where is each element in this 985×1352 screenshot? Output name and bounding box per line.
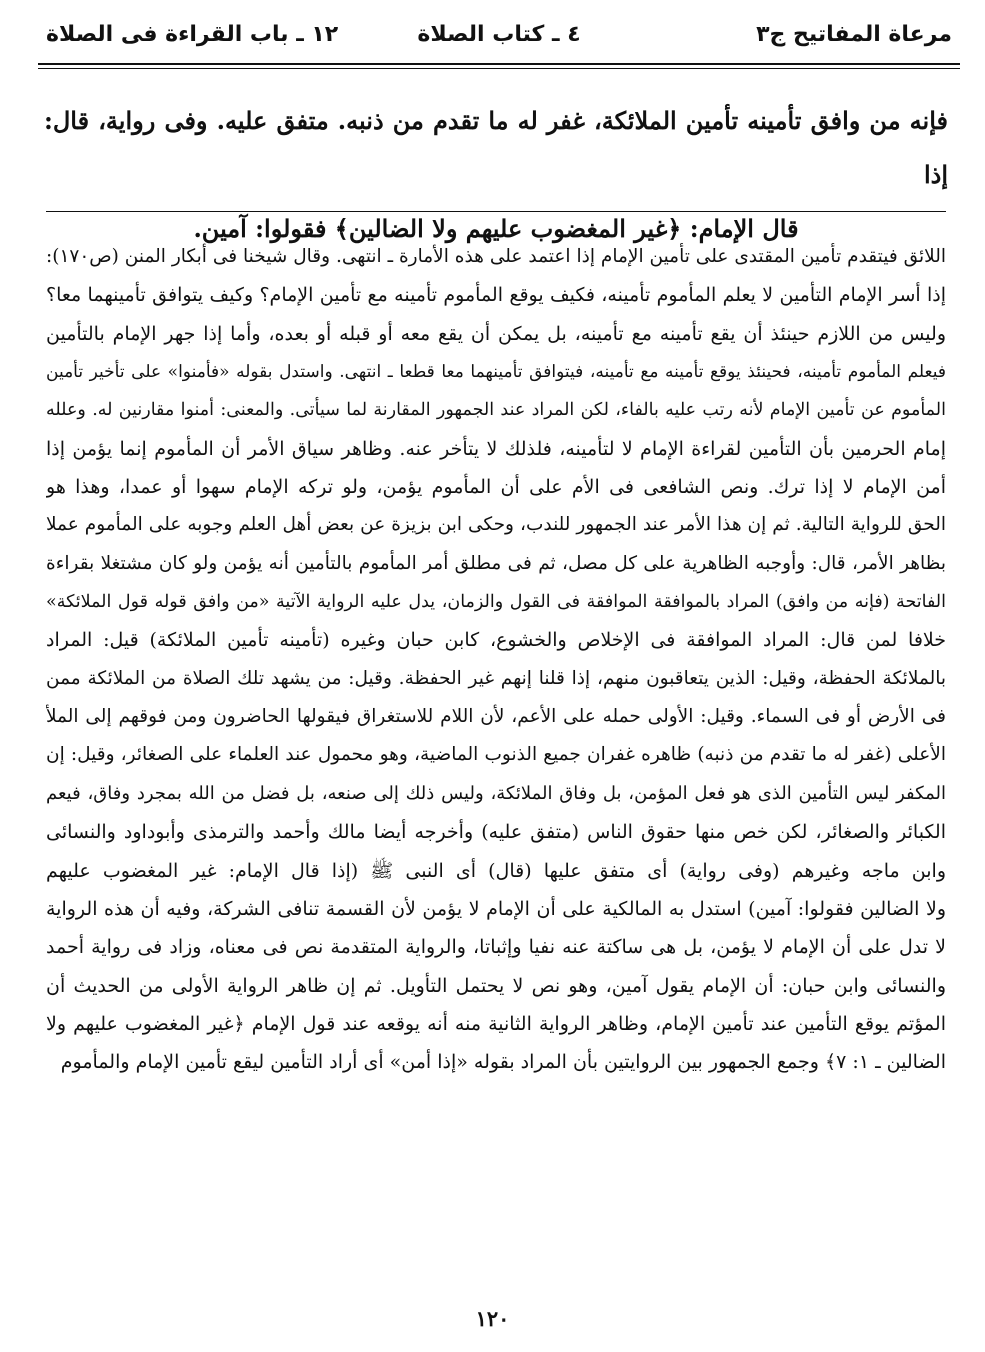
commentary-text xyxy=(46,238,946,1082)
hadith-line: فإنه من وافق تأمينه تأمين الملائكة، غفر له ما تقدم من ذنبه. متفق عليه. وفى رواية، قال: إذا xyxy=(44,106,948,189)
commentary-line: فى الأرض أو فى السماء. وقيل: الأولى حمله على الأعم، لأن اللام للاستغراق فيقولها الحاضرون ومن فوقهم إلى الملأ xyxy=(46,706,946,728)
commentary-line: بالملائكة الحفظة، وقيل: الذين يتعاقبون منهم، إذا قلنا إنهم غير الحفظة. وقيل: من يشهد تلك الصلاة من الملائكة ممن xyxy=(46,667,946,689)
commentary-line: المكفر ليس التأمين الذى هو فعل المؤمن، بل وفاق الملائكة، وليس ذلك إلى صنعه، بل فضل من الله بمجرد وفاق، فيعم xyxy=(46,782,946,804)
commentary-line: لا تدل على أن الإمام لا يؤمن، بل هى ساكتة عنه نفيا وإثباتا، والرواية المتقدمة نص فى معناه، وزاد فى رواية أحمد xyxy=(46,936,946,959)
commentary-line: والنسائى وابن حبان: أن الإمام يقول آمين، وهو نص لا يحتمل التأويل. ثم إن ظاهر الرواية الأولى من الحديث أن xyxy=(46,974,946,997)
commentary-line: ولا الضالين فقولوا: آمين) استدل به المالكية على أن الإمام لا يؤمن لأن القسمة تنافى الشركة، وفيه أن هذه الرواية xyxy=(46,897,946,920)
commentary-line: إمام الحرمين بأن التأمين لقراءة الإمام لا لتأمينه، فلذلك لا يتأخر عنه. وظاهر سياق الأمر أن المأموم إنما يؤمن إذا xyxy=(46,437,946,460)
commentary-line: فيعلم المأموم تأمينه، فحينئذ يوقع تأمينه مع تأمينه، فيتوافق تأمينهما معا قطعا ـ انتهى. واستدل بقوله «فأمنوا» على تأخير تأمين xyxy=(46,362,946,383)
commentary-line: الضالين ـ ١: ٧﴾ وجمع الجمهور بين الروايتين بأن المراد بقوله «إذا أمن» أى أراد التأمين ليقع تأمين الإمام والمأموم xyxy=(60,1051,946,1074)
commentary-line: المؤتم يوقع التأمين عند تأمين الإمام، وظاهر الرواية الثانية منه أنه يوقعه عند قول الإمام ﴿غير المغضوب عليهم ولا xyxy=(46,1012,946,1035)
commentary-line: أمن الإمام لا إذا ترك. ونص الشافعى فى الأم على أن المأموم يؤمن، ولو تركه الإمام سهوا أو عمدا، وهذا هو xyxy=(46,476,946,499)
header-kitab: ٤ ـ كتاب الصلاة xyxy=(417,22,581,47)
hadith-line: قال الإمام: ﴿غير المغضوب عليهم ولا الضالين﴾ فقولوا: آمين. xyxy=(193,214,799,243)
header-bab: ١٢ ـ باب القراءة فى الصلاة xyxy=(46,22,339,47)
commentary-line: المأموم عن تأمين الإمام لأنه رتب عليه بالفاء، لكن المراد عند الجمهور المقارنة لما سيأتى. والمعنى: أمنوا مقارنين له. وعلله xyxy=(46,400,946,421)
page-number: ١٢٠ xyxy=(475,1306,510,1331)
commentary-line: وابن ماجه وغيرهم (وفى رواية) أى متفق عليها (قال) أى النبى ﷺ (إذا قال الإمام: غير المغضوب عليهم xyxy=(46,859,946,882)
commentary-line: الحق للرواية التالية. ثم إن هذا الأمر عند الجمهور للندب، وحكى ابن بزيزة عن بعض أهل العلم وجوبه على المأموم عملا xyxy=(46,514,946,536)
section-divider xyxy=(46,211,946,212)
header-book-title: مرعاة المفاتيح ج٣ xyxy=(756,22,952,47)
commentary-line: اللائق فيتقدم تأمين المقتدى على تأمين الإمام إذا اعتمد على هذه الأمارة ـ انتهى. وقال شيخنا فى أبكار المنن (ص١٧٠): xyxy=(46,246,946,267)
commentary-line: وليس من اللازم حينئذ أن يقع تأمينه مع تأمينه، بل يمكن أن يقع معه أو قبله أو بعده، وأما إذا جهر الإمام بالتأمين xyxy=(46,322,946,345)
hadith-text xyxy=(44,94,948,256)
commentary-line: الكبائر والصغائر، لكن خص منها حقوق الناس (متفق عليه) وأخرجه أيضا مالك وأحمد والترمذى وأبوداود والنسائى xyxy=(46,821,946,844)
commentary-line: إذا أسر الإمام التأمين لا يعلم المأموم تأمينه، فكيف يوقع المأموم تأمينه مع تأمين الإمام؟ وكيف يتوافق تأمينهما معا؟ xyxy=(46,284,946,307)
commentary-line: الأعلى (غفر له ما تقدم من ذنبه) ظاهره غفران جميع الذنوب الماضية، وهو محمول عند العلماء على الصغائر، وقيل: إن xyxy=(46,744,946,766)
running-header xyxy=(38,12,960,60)
commentary-line: خلافا لمن قال: المراد الموافقة فى الإخلاص والخشوع، كابن حبان وغيره (تأمينه تأمين الملائكة) قيل: المراد xyxy=(46,629,946,652)
header-rule-thin xyxy=(38,68,960,69)
commentary-line: الفاتحة (فإنه من وافق) المراد بالموافقة الموافقة فى القول والزمان، يدل عليه الرواية الآتية «من وافق قوله قول الملائكة» xyxy=(46,592,946,613)
header-rule-thick xyxy=(38,63,960,65)
commentary-line: بظاهر الأمر، قال: وأوجبه الظاهرية على كل مصل، ثم فى مطلق أمر المأموم بالتأمين أنه يؤمن ولو كان مشتغلا بقراءة xyxy=(46,552,946,574)
